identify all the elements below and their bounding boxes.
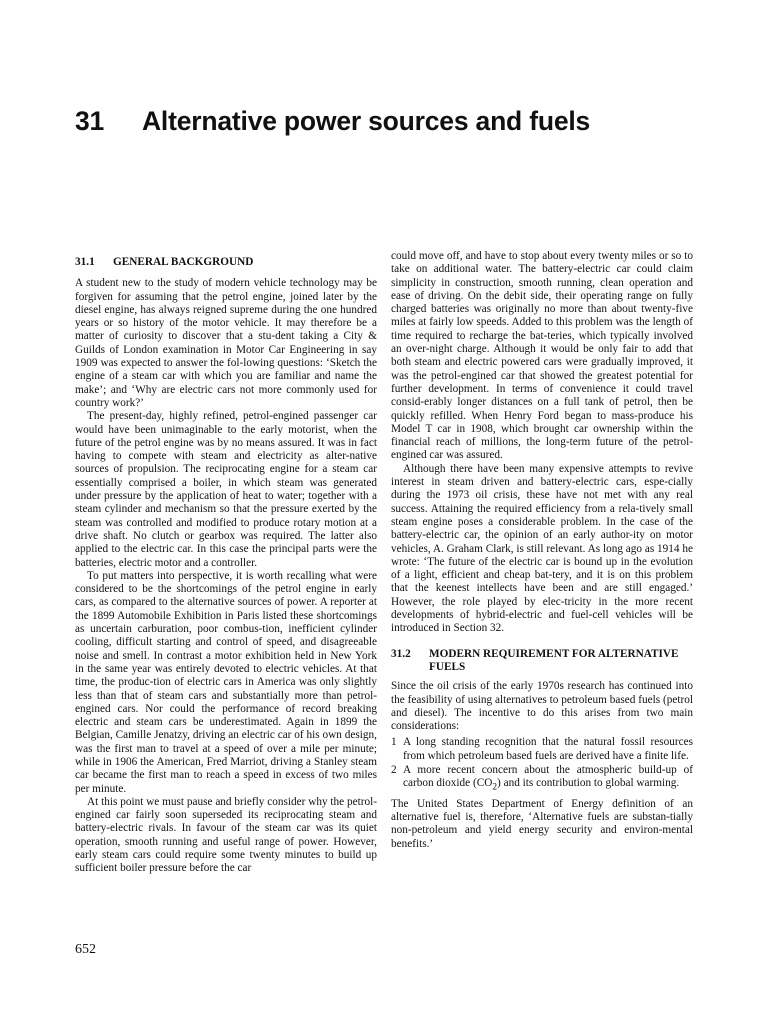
- list-item-text: A long standing recognition that the natural fossil resources from which petroleum based fuels are derived have a finite life.: [403, 736, 693, 762]
- section-number: 31.1: [75, 256, 95, 268]
- paragraph: Although there have been many expensive attempts to revive interest in steam driven and battery-electric cars, espe-cially during the 1973 oil crisis, these have not met with any real success. Attaining the required efficiency from a rela-tively small steam engine poses a considerable problem. In the case of the battery-electric car, the opinion of an early author-ity on motor vehicles, A. Graham Clark, is still relevant. As long ago as 1914 he wrote: ‘The future of the electric car is bound up in the evolution of a light, efficient and cheap bat-tery, and it is on this problem that the keenest intellects have been and are still engaged.’ However, the role played by elec-tricity in the more recent developments of hybrid-electric and fuel-cell vehicles will be introduced in Section 32.: [391, 462, 693, 635]
- numbered-list: [391, 736, 693, 794]
- paragraph: At this point we must pause and briefly consider why the petrol-engined car fairly soon superseded its reciprocating steam and battery-electric rivals. In favour of the steam car was its quiet operation, smooth running and useful range of power. However, early steam cars could require some twenty minutes to build up sufficient boiler pressure before the car: [75, 795, 377, 875]
- list-item: [391, 764, 693, 795]
- paragraph: The United States Department of Energy definition of an alternative fuel is, therefore, ‘Alternative fuels are substan-tially non-petroleum and yield energy security and environ-mental benefits.’: [391, 797, 693, 850]
- section-heading: [391, 648, 693, 675]
- text-run: A more recent concern about the atmospheric build-up of carbon dioxide (CO: [403, 763, 693, 790]
- list-item: [391, 736, 693, 763]
- section-number: 31.2: [391, 647, 411, 660]
- section-heading: [75, 256, 377, 269]
- chapter-number: 31: [75, 106, 105, 136]
- section-title: GENERAL BACKGROUND: [113, 256, 254, 268]
- list-marker: 1: [391, 736, 397, 749]
- list-item-text: [403, 764, 693, 795]
- text-run: ) and its contribution to global warming.: [497, 777, 680, 790]
- paragraph: A student new to the study of modern vehicle technology may be forgiven for assuming that the petrol engine, joined later by the diesel engine, has always reigned supreme during the one hundred years or so history of the motor vehicle. It may therefore be a matter of curiosity to discover that a stu-dent taking a City & Guilds of London examination in Motor Car Engineering in say 1909 was expected to answer the fol-lowing questions: ‘Sketch the engine of a steam car with which you are familiar and name the make’; and ‘Why are electric cars not more commonly used for country work?’: [75, 277, 377, 409]
- right-column: [391, 250, 693, 851]
- paragraph: could move off, and have to stop about every twenty miles or so to take on additional water. The battery-electric car could claim simplicity in construction, smooth running, clean operation and ease of driving. On the debit side, their operating range on fully charged batteries was originally no more than about twenty-five miles at fairly low speeds. Added to this problem was the length of time required to recharge the bat-teries, which typically involved an over-night charge. Although it would be only fair to add that both steam and electric powered cars were gradually improved, it was the petrol-engined car that showed the greatest potential for further development. In terms of convenience it could travel consid-erably longer distances on a full tank of petrol, then be quickly refilled. When Henry Ford began to mass-produce his Model T car in 1908, which brought car ownership within the financial reach of millions, the long-term future of the petrol-engined car was assured.: [391, 250, 693, 462]
- left-column: [75, 252, 377, 876]
- chapter-title-text: Alternative power sources and fuels: [142, 106, 591, 136]
- paragraph: To put matters into perspective, it is worth recalling what were considered to be the shortcomings of the petrol engine in early cars, as compared to the alternative sources of power. A reporter at the 1899 Automobile Exhibition in Paris listed these shortcomings as uncertain carburation, poor combus-tion, inefficient cylinder cooling, difficult starting and control of speed, and disagreeable noise and smell. In contrast a motor exhibition held in New York in the same year was entirely devoted to electric vehicles. At that time, the produc-tion of electric cars in America was only slightly less than that of steam cars and substantially more than petrol-engined cars. Nor could the performance of record breaking electric and steam cars be underestimated. Again in 1899 the Belgian, Camille Jenatzy, driving an electric car of his own design, was the first man to travel at a speed of over a mile per minute; while in 1906 the American, Fred Marriot, driving a Stanley steam car became the first man to reach a speed in excess of two miles per minute.: [75, 569, 377, 795]
- page-number: 652: [75, 942, 96, 957]
- subscript: 2: [492, 782, 498, 793]
- paragraph: Since the oil crisis of the early 1970s research has continued into the feasibility of using alternatives to petroleum based fuels (petrol and diesel). The incentive to do this arises from two main considerations:: [391, 680, 693, 733]
- chapter-title: [75, 106, 590, 137]
- paragraph: The present-day, highly refined, petrol-engined passenger car would have been unimaginable to the early motorist, when the future of the petrol engine was by no means assured. It was in fact having to compete with steam and electricity as alter-native sources of propulsion. The reciprocating engine for a steam car essentially comprised a boiler, in which steam was generated under pressure by the application of heat to water; together with a steam cylinder and mechanism so that the pressure exerted by the steam was controlled and modified to produce rotary motion at a drive shaft. No clutch or gearbox was required. The latter also applied to the electric car. In this case the principal parts were the batteries, electric motor and a controller.: [75, 410, 377, 569]
- section-title: MODERN REQUIREMENT FOR ALTERNATIVE FUELS: [429, 647, 679, 673]
- list-marker: 2: [391, 763, 397, 776]
